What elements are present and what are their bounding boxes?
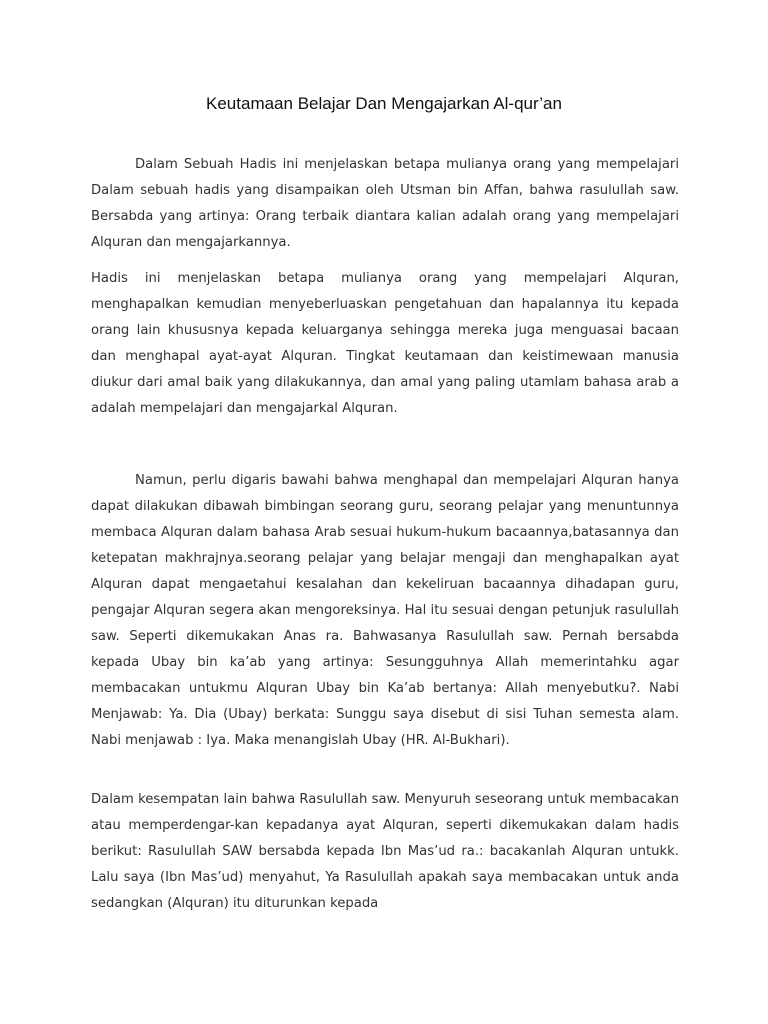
paragraph-4: Dalam kesempatan lain bahwa Rasulullah saw. Menyuruh seseorang untuk membacakan atau memperdengar-kan kepadanya ayat Alquran, seperti dikemukakan dalam hadis berikut: Rasulullah SAW bersabda kepada Ibn Mas’ud ra.: bacakanlah Alquran untukk. Lalu saya (Ibn Mas’ud) menyahut, Ya Rasulullah apakah saya membacakan untuk anda sedangkan (Alquran) itu diturunkan kepada	[91, 792, 679, 911]
paragraph-2: Hadis ini menjelaskan betapa mulianya orang yang mempelajari Alquran, menghapalkan kemudian menyeberluaskan pengetahuan dan hapalannya itu kepada orang lain khususnya kepada keluarganya sehingga mereka juga menguasai bacaan dan menghapal ayat-ayat Alquran. Tingkat keutamaan dan keistimewaan manusia diukur dari amal baik yang dilakukannya, dan amal yang paling utamlam bahasa arab a adalah mempelajari dan mengajarkal Alquran.	[91, 271, 679, 416]
paragraph-3: Namun, perlu digaris bawahi bahwa menghapal dan mempelajari Alquran hanya dapat dilakukan dibawah bimbingan seorang guru, seorang pelajar yang menuntunnya membaca Alquran dalam bahasa Arab sesuai hukum-hukum bacaannya,batasannya dan ketepatan makhrajnya.seorang pelajar yang belajar mengaji dan menghapalkan ayat Alquran dapat mengaetahui kesalahan dan kekeliruan bacaannya dihadapan guru, pengajar Alquran segera akan mengoreksinya. Hal itu sesuai dengan petunjuk rasulullah saw. Seperti dikemukakan Anas ra. Bahwasanya Rasulullah saw. Pernah bersabda kepada Ubay bin ka’ab yang artinya: Sesungguhnya Allah memerintahku agar membacakan untukmu Alquran Ubay bin Ka’ab bertanya: Allah menyebutku?. Nabi Menjawab: Ya. Dia (Ubay) berkata: Sunggu saya disebut di sisi Tuhan semesta alam. Nabi menjawab : Iya. Maka menangislah Ubay (HR. Al-Bukhari).	[91, 473, 679, 748]
paragraph-1: Dalam Sebuah Hadis ini menjelaskan betapa mulianya orang yang mempelajari Dalam sebuah hadis yang disampaikan oleh Utsman bin Affan, bahwa rasulullah saw. Bersabda yang artinya: Orang terbaik diantara kalian adalah orang yang mempelajari Alquran dan mengajarkannya.	[91, 157, 679, 250]
document-title: Keutamaan Belajar Dan Mengajarkan Al-qur’an	[206, 94, 562, 113]
